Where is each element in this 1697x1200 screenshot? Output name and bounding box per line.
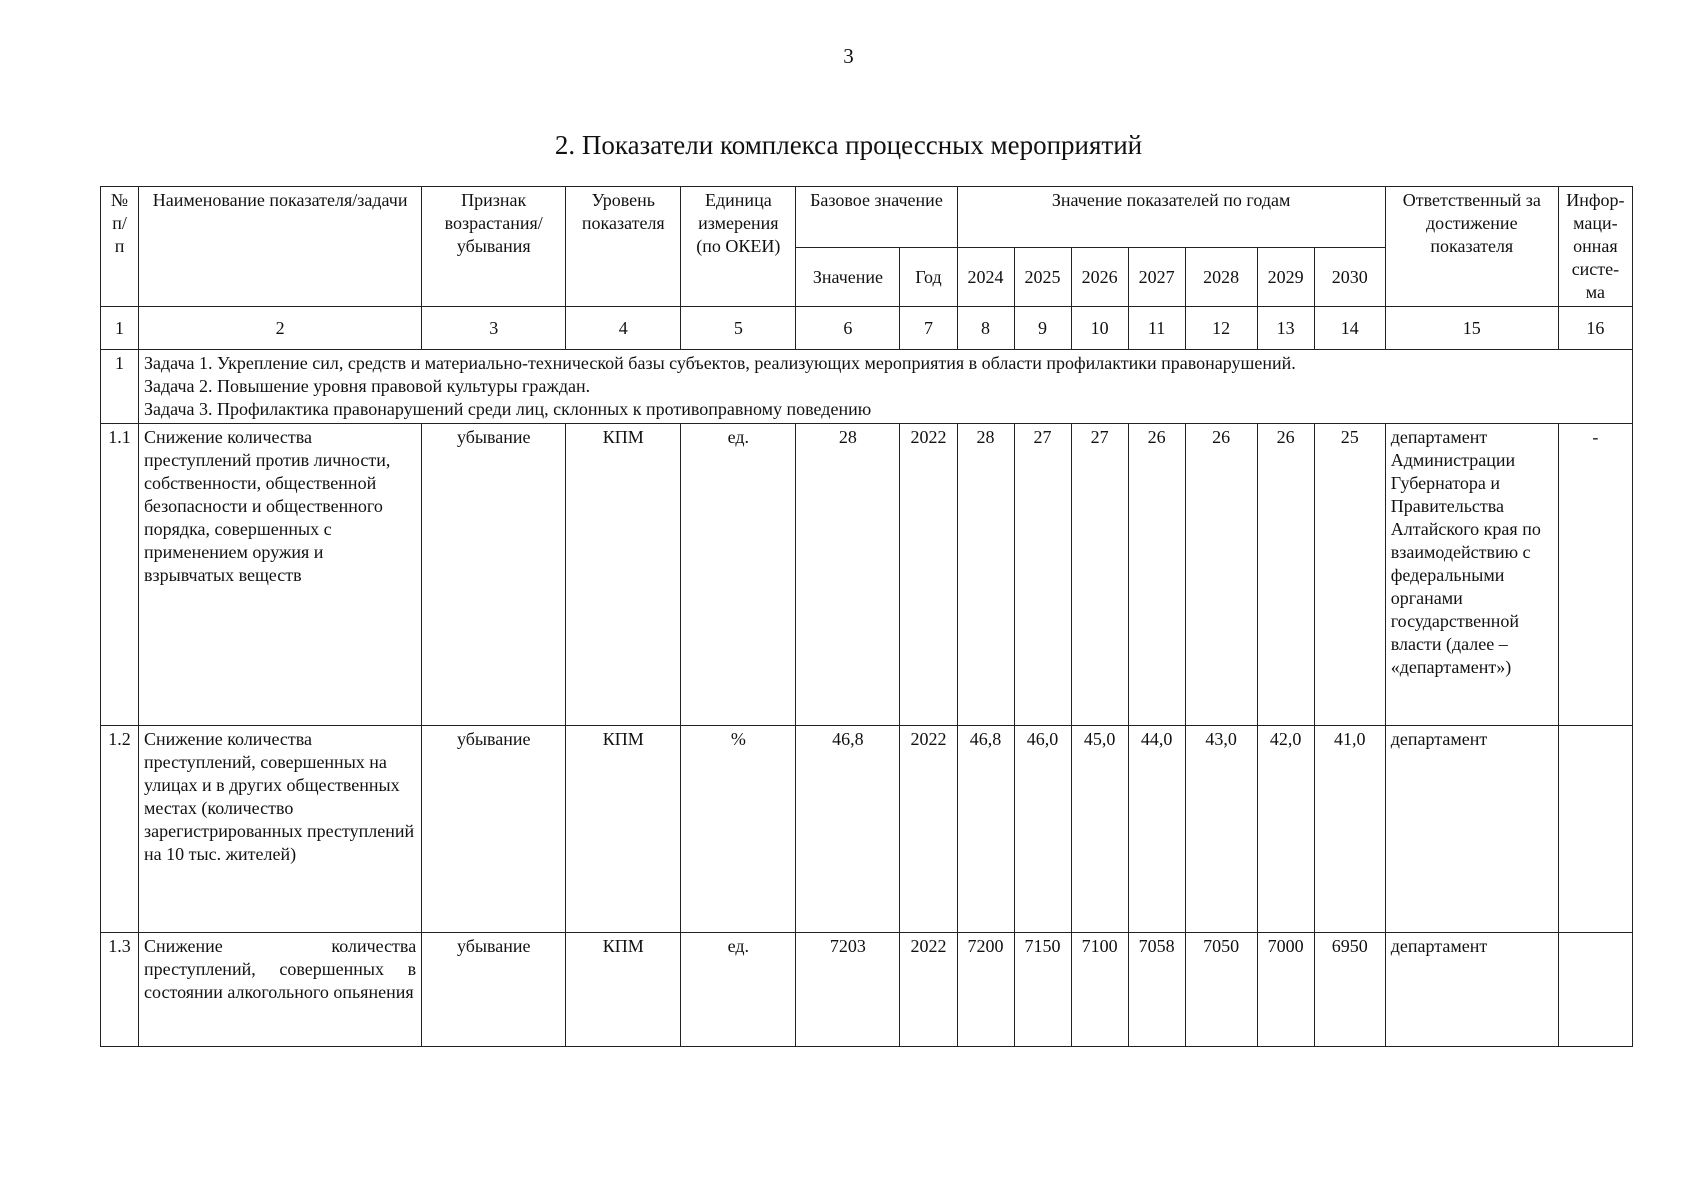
section-title: 2. Показатели комплекса процессных мероприятий [554,130,1143,160]
year-value: 7058 [1128,933,1185,1047]
indicator-sign: убывание [422,726,566,933]
row-num: 1.3 [101,933,139,1047]
indicator-unit: ед. [681,933,796,1047]
year-value: 27 [1071,424,1128,726]
header-responsible: Ответственный за достижение показателя [1385,187,1558,307]
year-value: 46,0 [1014,726,1071,933]
year-value: 7100 [1071,933,1128,1047]
indicator-sign: убывание [422,424,566,726]
header-base-year: Год [900,248,957,307]
task-num: 1 [101,350,139,424]
responsible: департамент [1385,726,1558,933]
indicator-name: Снижение количества преступлений, совершенных на улицах и в других общественных местах (количество зарегистрированных преступлений на 10 тыс. жителей) [139,726,422,933]
table-row [101,424,1633,726]
header-year: 2028 [1185,248,1257,307]
year-value: 7000 [1257,933,1314,1047]
header-name: Наименование показателя/задачи [139,187,422,307]
header-row [101,187,1633,248]
indicator-name: Снижение количества преступлений, совершенных в состоянии алкогольного опьянения [139,933,422,1047]
indicator-unit: % [681,726,796,933]
header-base: Базовое значение [796,187,957,248]
header-base-value: Значение [796,248,900,307]
table-row [101,933,1633,1047]
indicators-table [100,186,1633,1047]
header-year: 2029 [1257,248,1314,307]
row-num: 1.2 [101,726,139,933]
year-value: 45,0 [1071,726,1128,933]
indicator-level: КПМ [566,424,681,726]
header-num: № п/ п [101,187,139,307]
info-system: - [1558,424,1632,726]
header-year: 2026 [1071,248,1128,307]
header-sign: Признак возрастания/ убывания [422,187,566,307]
indicator-unit: ед. [681,424,796,726]
header-year: 2030 [1314,248,1385,307]
task-line: Задача 2. Повышение уровня правовой культуры граждан. [144,376,591,396]
column-number-row [101,307,1633,350]
year-value: 41,0 [1314,726,1385,933]
base-year: 2022 [900,933,957,1047]
page-number: 3 [843,44,854,68]
column-number: 14 [1314,307,1385,350]
row-num: 1.1 [101,424,139,726]
year-value: 6950 [1314,933,1385,1047]
year-value: 26 [1257,424,1314,726]
year-value: 26 [1128,424,1185,726]
column-number: 13 [1257,307,1314,350]
year-value: 44,0 [1128,726,1185,933]
task-line: Задача 1. Укрепление сил, средств и материально-технической базы субъектов, реализующих мероприятия в области профилактики правонарушений. [144,353,1296,373]
task-row [101,350,1633,424]
base-value: 7203 [796,933,900,1047]
base-year: 2022 [900,424,957,726]
column-number: 16 [1558,307,1632,350]
header-unit: Единица измерения (по ОКЕИ) [681,187,796,307]
year-value: 26 [1185,424,1257,726]
column-number: 1 [101,307,139,350]
base-year: 2022 [900,726,957,933]
base-value: 46,8 [796,726,900,933]
column-number: 8 [957,307,1014,350]
indicator-sign: убывание [422,933,566,1047]
column-number: 5 [681,307,796,350]
year-value: 27 [1014,424,1071,726]
responsible: департамент [1385,933,1558,1047]
year-value: 7050 [1185,933,1257,1047]
column-number: 10 [1071,307,1128,350]
year-value: 46,8 [957,726,1014,933]
year-value: 28 [957,424,1014,726]
table-row [101,726,1633,933]
header-year: 2024 [957,248,1014,307]
year-value: 7150 [1014,933,1071,1047]
indicator-name: Снижение количества преступлений против личности, собственности, общественной безопасности и общественного порядка, совершенных с применением оружия и взрывчатых веществ [139,424,422,726]
column-number: 2 [139,307,422,350]
info-system [1558,933,1632,1047]
header-year: 2025 [1014,248,1071,307]
indicator-level: КПМ [566,933,681,1047]
year-value: 25 [1314,424,1385,726]
base-value: 28 [796,424,900,726]
header-level: Уровень показателя [566,187,681,307]
header-year: 2027 [1128,248,1185,307]
info-system [1558,726,1632,933]
column-number: 11 [1128,307,1185,350]
indicator-level: КПМ [566,726,681,933]
task-line: Задача 3. Профилактика правонарушений среди лиц, склонных к противоправному поведению [144,399,872,419]
header-info-system: Инфор- маци- онная систе- ма [1558,187,1632,307]
column-number: 7 [900,307,957,350]
task-text [139,350,1633,424]
year-value: 42,0 [1257,726,1314,933]
year-value: 43,0 [1185,726,1257,933]
column-number: 15 [1385,307,1558,350]
column-number: 9 [1014,307,1071,350]
header-years: Значение показателей по годам [957,187,1385,248]
year-value: 7200 [957,933,1014,1047]
column-number: 4 [566,307,681,350]
responsible: департамент Администрации Губернатора и Правительства Алтайского края по взаимодействию с федеральными органами государственной власти (далее – «департамент») [1385,424,1558,726]
column-number: 12 [1185,307,1257,350]
column-number: 6 [796,307,900,350]
column-number: 3 [422,307,566,350]
